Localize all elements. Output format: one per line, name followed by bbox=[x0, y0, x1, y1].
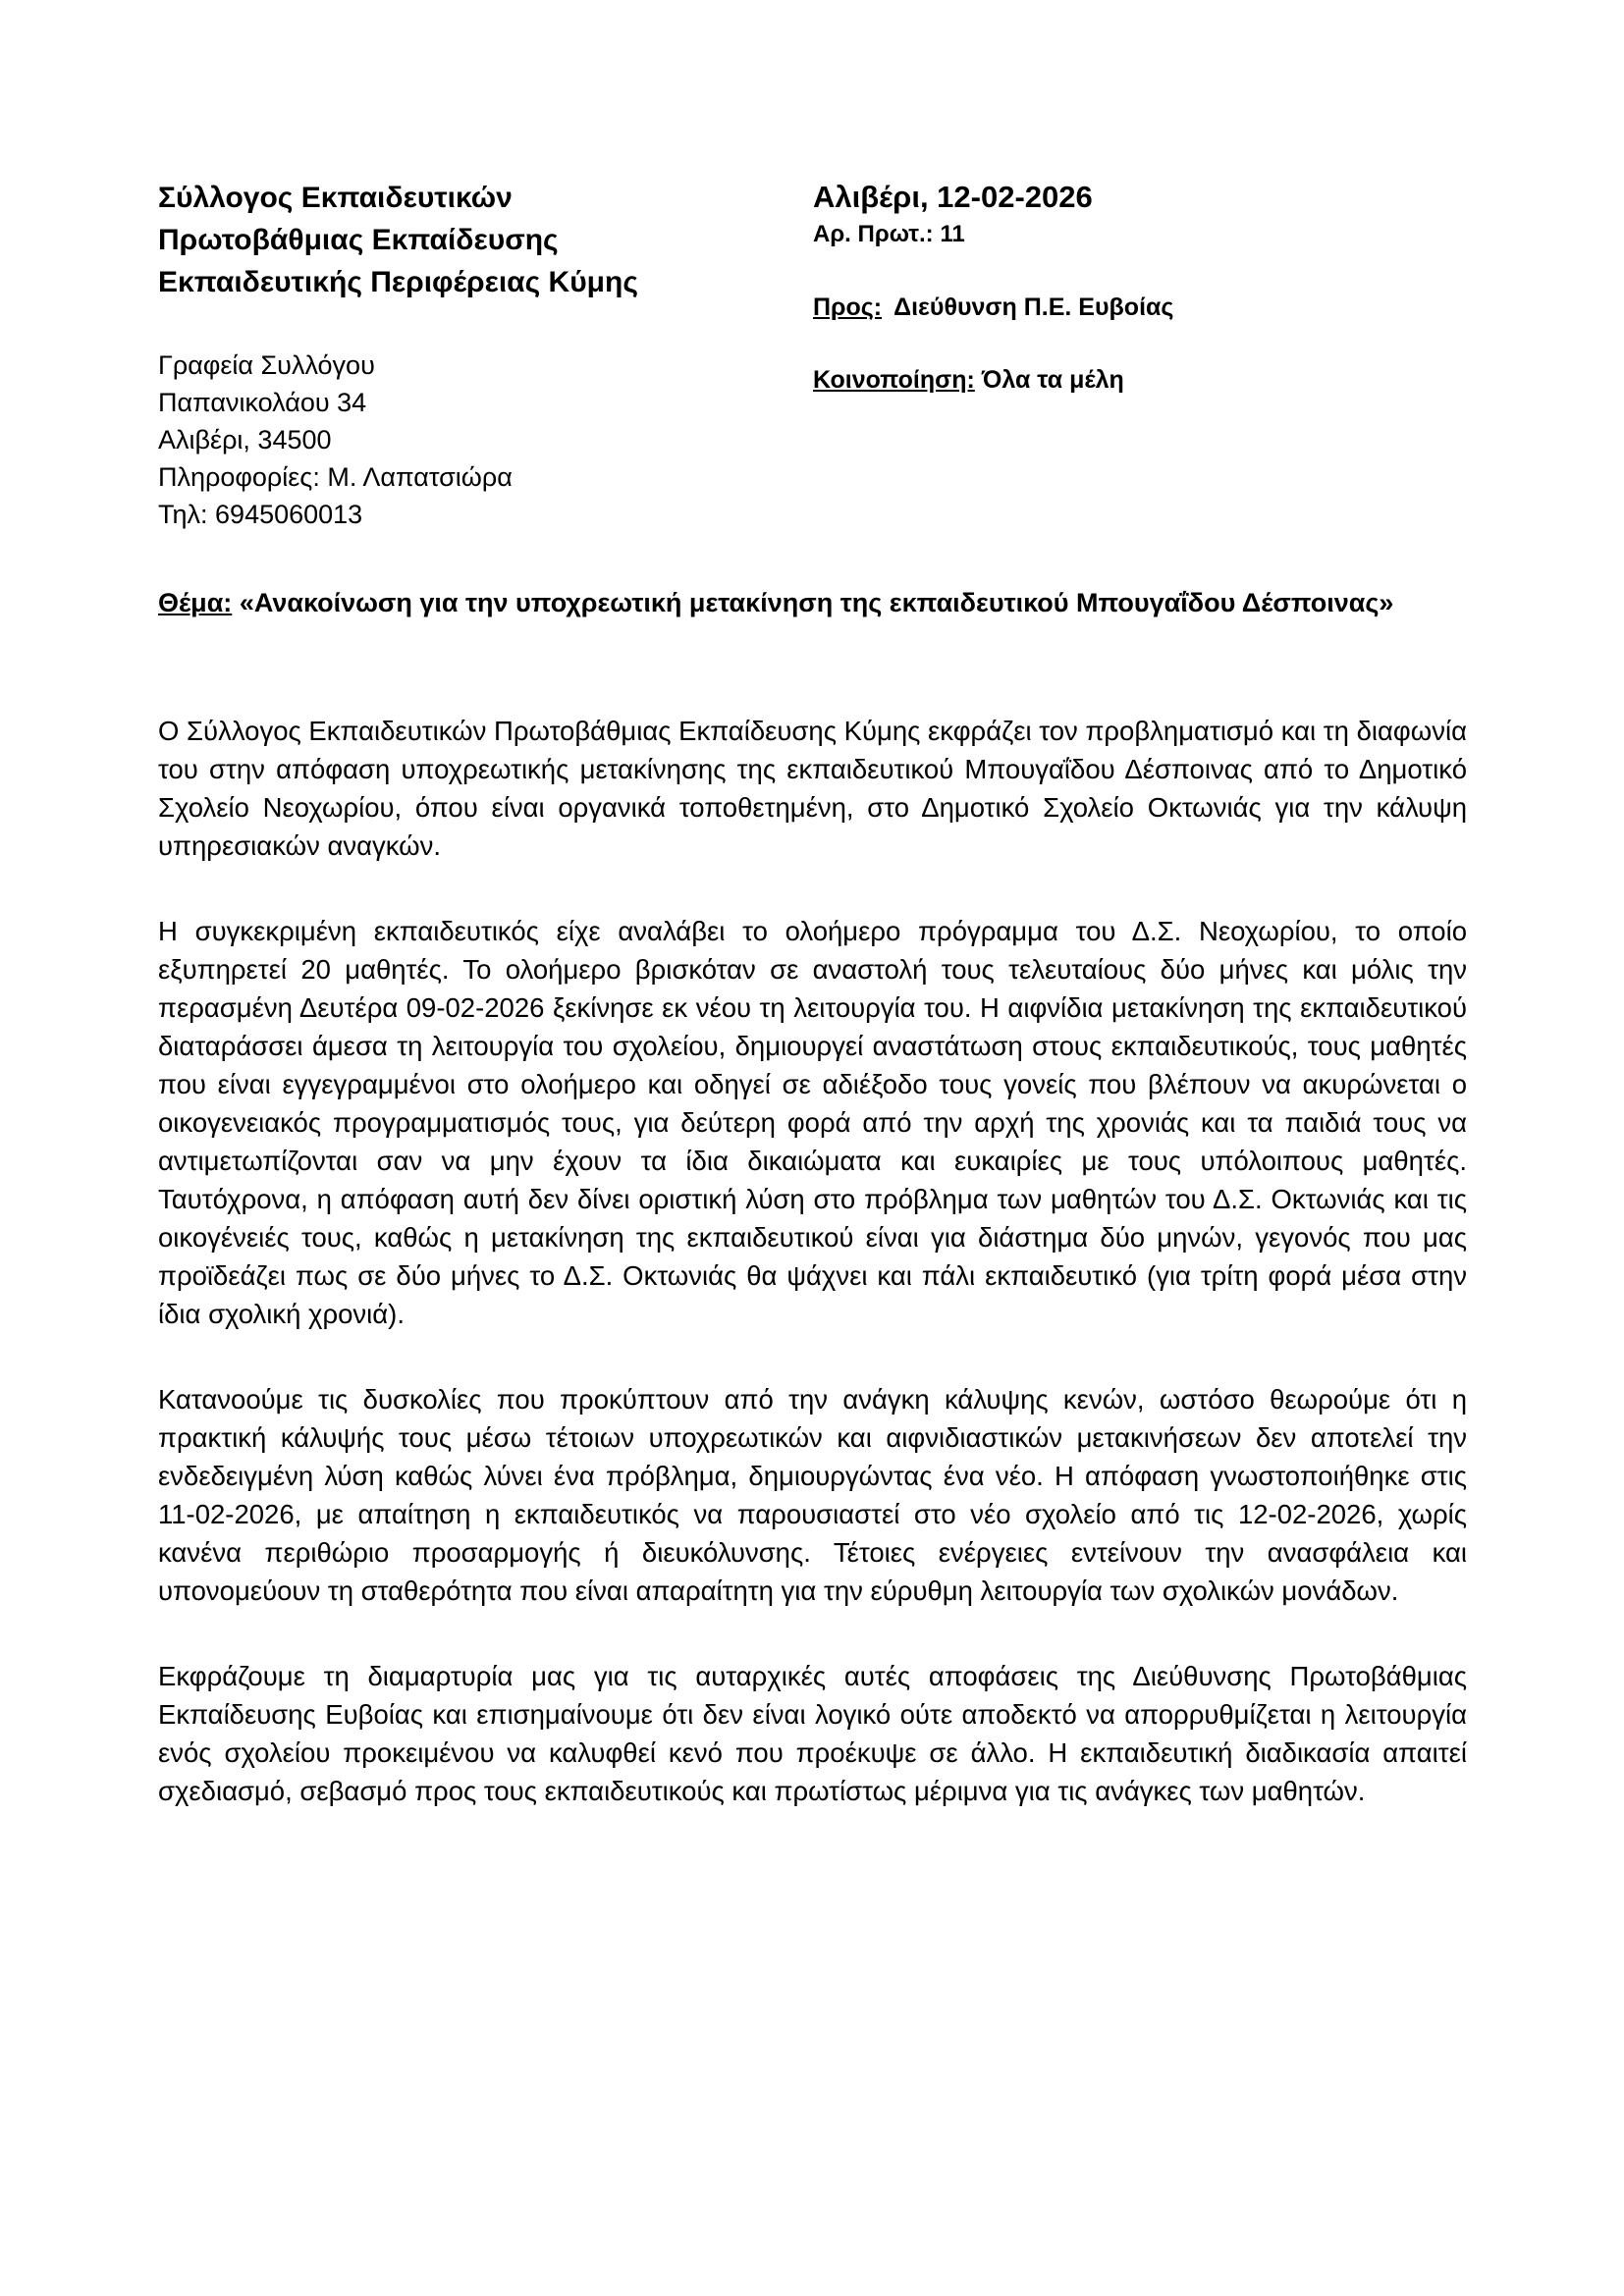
letter-meta bbox=[813, 177, 1500, 397]
protocol-number: Αρ. Πρωτ.: 11 bbox=[813, 221, 965, 247]
body-paragraph: Κατανοούμε τις δυσκολίες που προκύπτουν από την ανάγκη κάλυψης κενών, ωστόσο θεωρούμε ότι η πρακτική κάλυψής τους μέσω τέτοιων υποχρεωτικών και αιφνιδιαστικών μετακινήσεων δεν αποτελεί την ενδεδειγμένη λύση καθώς λύνει ένα πρόβλημα, δημιουργώντας ένα νέο. Η απόφαση γνωστοποιήθηκε στις 11-02-2026, με απαίτηση η εκπαιδευτικός να παρουσιαστεί στο νέο σχολείο από τις 12-02-2026, χωρίς κανένα περιθώριο προσαρμογής ή διευκόλυνσης. Τέτοιες ενέργειες εντείνουν την ανασφάλεια και υπονομεύουν τη σταθερότητα που είναι απαραίτητη για την εύρυθμη λειτουργία των σχολικών μονάδων. bbox=[158, 1384, 1467, 1606]
letter-body bbox=[158, 712, 1467, 1857]
cc-label: Κοινοποίηση: bbox=[813, 366, 975, 394]
address-line: Γραφεία Συλλόγου bbox=[158, 350, 375, 380]
contact-person: Πληροφορίες: Μ. Λαπατσιώρα bbox=[158, 462, 513, 492]
subject-line bbox=[158, 579, 1467, 626]
org-line: Πρωτοβάθμιας Εκπαίδευσης bbox=[158, 224, 559, 256]
recipient-value: Διεύθυνση Π.Ε. Ευβοίας bbox=[893, 294, 1174, 321]
org-line: Σύλλογος Εκπαιδευτικών bbox=[158, 182, 513, 214]
recipient bbox=[813, 291, 1500, 324]
recipient-label: Προς: bbox=[813, 294, 883, 321]
subject-text: «Ανακοίνωση για την υποχρεωτική μετακίνηση της εκπαιδευτικού Μπουγαΐδου Δέσποινας» bbox=[239, 588, 1394, 617]
subject-label: Θέμα: bbox=[158, 588, 233, 617]
address-line: Παπανικολάου 34 bbox=[158, 388, 367, 417]
sender-address bbox=[158, 347, 767, 533]
cc bbox=[813, 363, 1500, 397]
sender-block bbox=[158, 177, 767, 533]
body-paragraph: Η συγκεκριμένη εκπαιδευτικός είχε αναλάβει το ολοήμερο πρόγραμμα του Δ.Σ. Νεοχωρίου, το οποίο εξυπηρετεί 20 μαθητές. Το ολοήμερο βρισκόταν σε αναστολή τους τελευταίους δύο μήνες και μόλις την περασμένη Δευτέρα 09-02-2026 ξεκίνησε εκ νέου τη λειτουργία του. Η αιφνίδια μετακίνηση της εκπαιδευτικού διαταράσσει άμεσα τη λειτουργία του σχολείου, δημιουργεί αναστάτωση στους εκπαιδευτικούς, τους μαθητές που είναι εγγεγραμμένοι στο ολοήμερο και οδηγεί σε αδιέξοδο τους γονείς που βλέπουν να ακυρώνεται ο οικογενειακός προγραμματισμός τους, για δεύτερη φορά από την αρχή της χρονιάς και τα παιδιά τους να αντιμετωπίζονται σαν να μην έχουν τα ίδια δικαιώματα και ευκαιρίες με τους υπόλοιπους μαθητές. Ταυτόχρονα, η απόφαση αυτή δεν δίνει οριστική λύση στο πρόβλημα των μαθητών του Δ.Σ. Οκτωνιάς και τις οικογένειές τους, καθώς η μετακίνηση της εκπαιδευτικού είναι για διάστημα δύο μηνών, γεγονός που μας προϊδεάζει πως σε δύο μήνες το Δ.Σ. Οκτωνιάς θα ψάχνει και πάλι εκπαιδευτικό (για τρίτη φορά μέσα στην ίδια σχολική χρονιά). bbox=[158, 916, 1467, 1329]
body-paragraph: Εκφράζουμε τη διαμαρτυρία μας για τις αυταρχικές αυτές αποφάσεις της Διεύθυνσης Πρωτοβάθμιας Εκπαίδευσης Ευβοίας και επισημαίνουμε ότι δεν είναι λογικό ούτε αποδεκτό να απορρυθμίζεται η λειτουργία ενός σχολείου προκειμένου να καλυφθεί κενό που προέκυψε σε άλλο. Η εκπαιδευτική διαδικασία απαιτεί σχεδιασμό, σεβασμό προς τους εκπαιδευτικούς και πρωτίστως μέριμνα για τις ανάγκες των μαθητών. bbox=[158, 1661, 1467, 1806]
organization-name bbox=[158, 177, 767, 303]
cc-value: Όλα τα μέλη bbox=[981, 366, 1124, 394]
body-paragraph: Ο Σύλλογος Εκπαιδευτικών Πρωτοβάθμιας Εκπαίδευσης Κύμης εκφράζει τον προβληματισμό και τη διαφωνία του στην απόφαση υποχρεωτικής μετακίνησης της εκπαιδευτικού Μπουγαΐδου Δέσποινας από το Δημοτικό Σχολείο Νεοχωρίου, όπου είναι οργανικά τοποθετημένη, στο Δημοτικό Σχολείο Οκτωνιάς για την κάλυψη υπηρεσιακών αναγκών. bbox=[158, 716, 1467, 861]
phone-number: Τηλ: 6945060013 bbox=[158, 500, 363, 529]
address-line: Αλιβέρι, 34500 bbox=[158, 425, 332, 454]
org-line: Εκπαιδευτικής Περιφέρειας Κύμης bbox=[158, 266, 638, 298]
place-date: Αλιβέρι, 12-02-2026 bbox=[813, 180, 1093, 214]
